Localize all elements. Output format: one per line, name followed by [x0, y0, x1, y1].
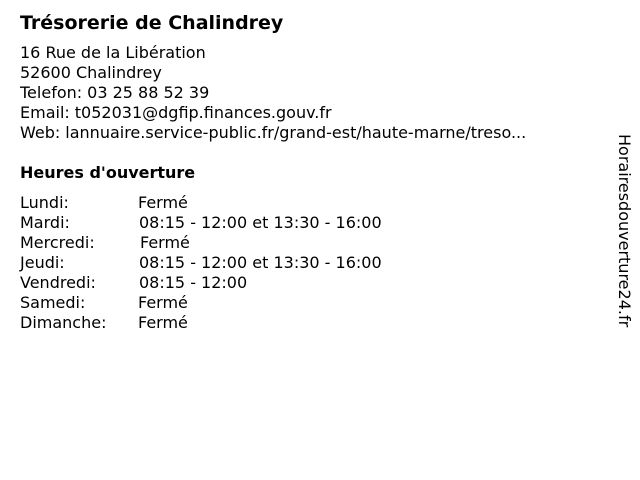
email-label: Email:: [20, 103, 70, 122]
business-title: Trésorerie de Chalindrey: [20, 12, 284, 34]
hours-time: 08:15 - 12:00: [139, 273, 248, 292]
hours-day: Jeudi:: [20, 253, 65, 272]
hours-row-tuesday: [20, 213, 600, 233]
vertical-brand: Horairesdouverture24.fr: [615, 134, 634, 328]
hours-row-sunday: [20, 313, 600, 333]
address-city: 52600 Chalindrey: [20, 63, 162, 82]
hours-day: Samedi:: [20, 293, 86, 312]
hours-day: Vendredi:: [20, 273, 96, 292]
phone-label: Telefon:: [20, 83, 83, 102]
email-line: [20, 103, 600, 123]
phone-line: [20, 83, 600, 103]
email-value: t052031@dgfip.finances.gouv.fr: [74, 103, 332, 122]
hours-time: Fermé: [138, 293, 188, 312]
hours-time: Fermé: [140, 233, 190, 252]
hours-day: Mardi:: [20, 213, 70, 232]
hours-time: Fermé: [138, 313, 188, 332]
web-label: Web:: [20, 123, 61, 142]
hours-heading: Heures d'ouverture: [20, 163, 196, 182]
hours-time: 08:15 - 12:00 et 13:30 - 16:00: [139, 213, 382, 232]
hours-day: Mercredi:: [20, 233, 95, 252]
web-line: [20, 123, 600, 143]
hours-row-monday: [20, 193, 600, 213]
hours-day: Dimanche:: [20, 313, 107, 332]
hours-row-friday: [20, 273, 600, 293]
hours-row-thursday: [20, 253, 600, 273]
hours-time: 08:15 - 12:00 et 13:30 - 16:00: [139, 253, 382, 272]
hours-time: Fermé: [138, 193, 188, 212]
web-value: lannuaire.service-public.fr/grand-est/haute-marne/treso...: [65, 123, 527, 142]
phone-value: 03 25 88 52 39: [87, 83, 210, 102]
hours-row-wednesday: [20, 233, 600, 253]
hours-day: Lundi:: [20, 193, 69, 212]
hours-row-saturday: [20, 293, 600, 313]
address-street: 16 Rue de la Libération: [20, 43, 206, 62]
business-card: [20, 10, 600, 333]
